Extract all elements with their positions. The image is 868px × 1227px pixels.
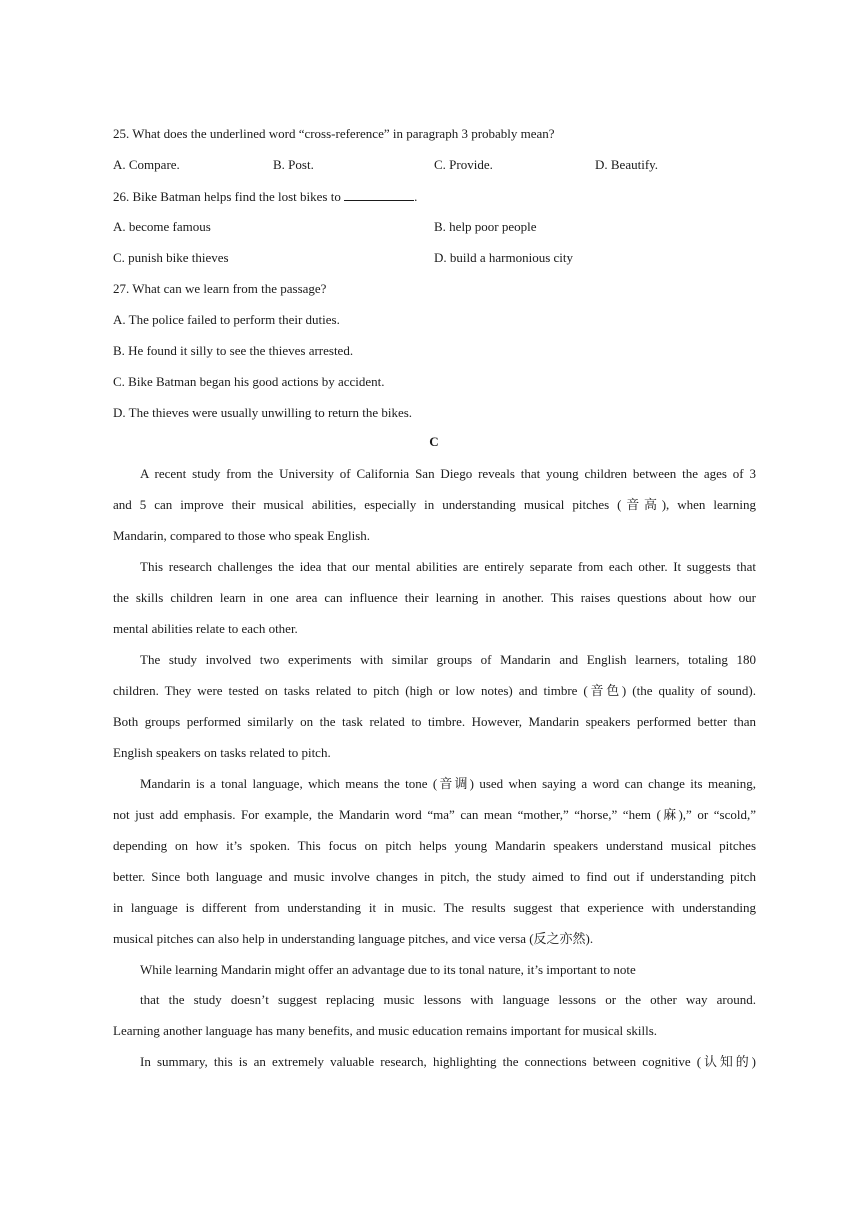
question-26-stem: 26. Bike Batman helps find the lost bikes to (113, 189, 341, 204)
paragraph-line: children. They were tested on tasks related to pitch (high or low notes) and timbre (音色) (the quality of sound). (113, 683, 756, 698)
question-26-option-b[interactable]: B. help poor people (434, 219, 537, 234)
question-26-option-c[interactable]: C. punish bike thieves (113, 250, 229, 265)
paragraph-line: This research challenges the idea that our mental abilities are entirely separate from each other. It suggests that (140, 559, 756, 574)
paragraph-line: the skills children learn in one area can influence their learning in another. This raises questions about how our (113, 590, 756, 605)
paragraph-line: Both groups performed similarly on the task related to timbre. However, Mandarin speakers performed better than (113, 714, 756, 729)
paragraph-line: While learning Mandarin might offer an advantage due to its tonal nature, it’s important to note (140, 962, 636, 977)
paragraph-line: A recent study from the University of California San Diego reveals that young children between the ages of 3 (140, 466, 756, 481)
question-27-option-b[interactable]: B. He found it silly to see the thieves arrested. (113, 343, 354, 358)
paragraph-line: English speakers on tasks related to pitch. (113, 745, 331, 760)
paragraph-line: and 5 can improve their musical abilities, especially in understanding musical pitches (音高), when learning (113, 497, 756, 512)
question-25-option-a[interactable]: A. Compare. (113, 157, 180, 172)
paragraph-line: better. Since both language and music involve changes in pitch, the study aimed to find out if understanding pitch (113, 869, 756, 884)
section-heading: C (429, 434, 439, 449)
question-26-stem-end: . (414, 189, 418, 204)
paragraph-line: Mandarin is a tonal language, which means the tone (音调) used when saying a word can change its meaning, (140, 776, 756, 791)
question-27-option-c[interactable]: C. Bike Batman began his good actions by accident. (113, 374, 385, 389)
paragraph-line: depending on how it’s spoken. This focus on pitch helps young Mandarin speakers understand musical pitches (113, 838, 756, 853)
question-27-stem: 27. What can we learn from the passage? (113, 281, 327, 296)
question-25-option-d[interactable]: D. Beautify. (595, 157, 659, 172)
paragraph-line: In summary, this is an extremely valuable research, highlighting the connections between cognitive (认知的) (140, 1054, 756, 1069)
paragraph-line: mental abilities relate to each other. (113, 621, 298, 636)
question-26-stem-line (113, 188, 417, 205)
question-25-stem: 25. What does the underlined word “cross-reference” in paragraph 3 probably mean? (113, 126, 555, 141)
question-26-option-d[interactable]: D. build a harmonious city (434, 250, 574, 265)
paragraph-line: Learning another language has many benefits, and music education remains important for musical skills. (113, 1023, 658, 1038)
paragraph-line: The study involved two experiments with similar groups of Mandarin and English learners, totaling 180 (140, 652, 756, 667)
paragraph-line: musical pitches can also help in understanding language pitches, and vice versa (反之亦然). (113, 931, 594, 946)
question-26-option-a[interactable]: A. become famous (113, 219, 211, 234)
paragraph-line: that the study doesn’t suggest replacing music lessons with language lessons or the other way around. (140, 992, 756, 1007)
question-25-option-c[interactable]: C. Provide. (434, 157, 493, 172)
answer-blank (344, 188, 414, 201)
question-25-option-b[interactable]: B. Post. (273, 157, 314, 172)
question-27-option-a[interactable]: A. The police failed to perform their duties. (113, 312, 340, 327)
paragraph-line: not just add emphasis. For example, the Mandarin word “ma” can mean “mother,” “horse,” “hem (麻),” or “scold,” (113, 807, 756, 822)
question-27-option-d[interactable]: D. The thieves were usually unwilling to return the bikes. (113, 405, 413, 420)
paragraph-line: Mandarin, compared to those who speak English. (113, 528, 371, 543)
paragraph-line: in language is different from understanding it in music. The results suggest that experience with understanding (113, 900, 756, 915)
